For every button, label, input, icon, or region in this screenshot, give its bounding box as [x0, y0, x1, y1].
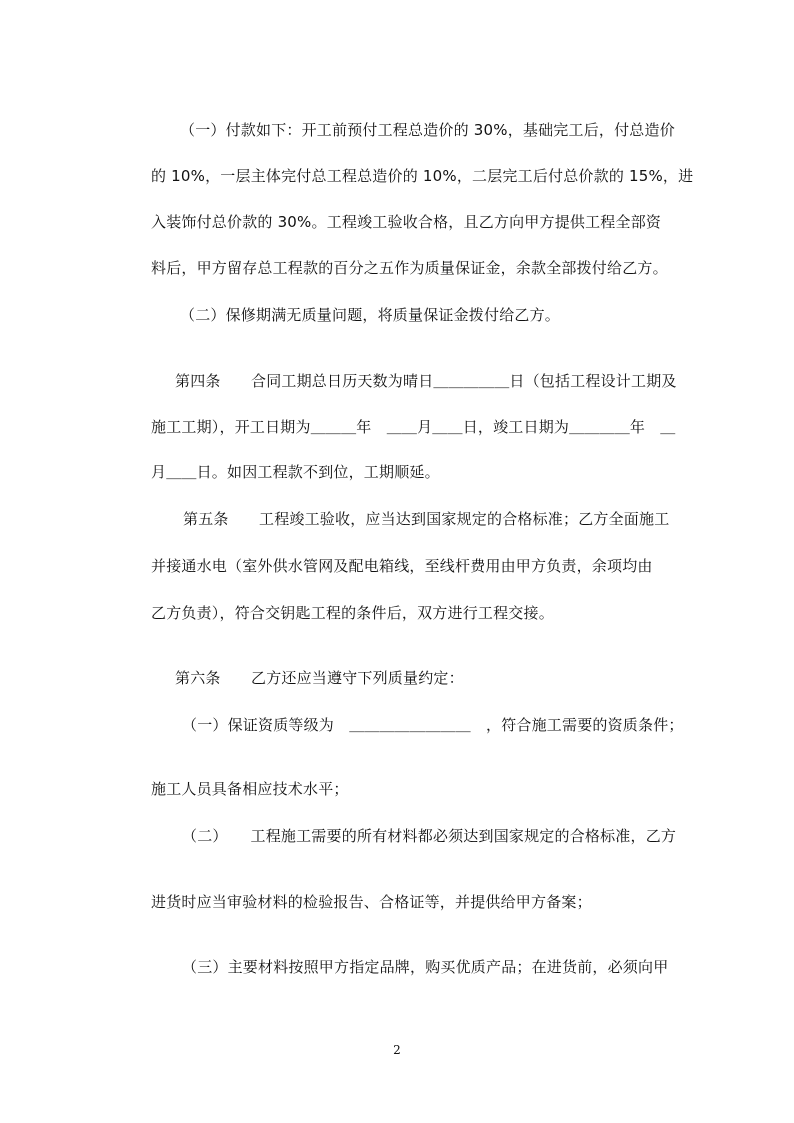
article-six-item-three: （三）主要材料按照甲方指定品牌，购买优质产品；在进货前，必须向甲 [182, 958, 669, 976]
article-five-line-2: 并接通水电（室外供水管网及配电箱线，至线杆费用由甲方负责，余项均由 [151, 557, 653, 575]
article-five-line-3: 乙方负责），符合交钥匙工程的条件后，双方进行工程交接。 [151, 604, 554, 622]
article-six-item-two-continued: 进货时应当审验材料的检验报告、合格证等，并提供给甲方备案； [151, 893, 592, 911]
article-six-item-one-continued: 施工人员具备相应技术水平； [151, 780, 349, 798]
article-four-line-3: 月＿＿日。如因工程款不到位，工期顺延。 [151, 463, 440, 481]
paragraph-line-payment-2: 的 10%，一层主体完付总工程总造价的 10%，二层完工后付总价款的 15%，进 [151, 167, 694, 185]
page-number: 2 [393, 1043, 401, 1057]
paragraph-line-payment-1: （一）付款如下：开工前预付工程总造价的 30%，基础完工后，付总造价 [180, 121, 675, 139]
article-five-line-1: 第五条 工程竣工验收，应当达到国家规定的合格标准；乙方全面施工 [183, 510, 670, 528]
paragraph-line-warranty: （二）保修期满无质量问题，将质量保证金拨付给乙方。 [180, 306, 561, 324]
paragraph-line-payment-3: 入装饰付总价款的 30%。工程竣工验收合格，且乙方向甲方提供工程全部资 [151, 213, 662, 231]
article-four-line-2: 施工工期），开工日期为＿＿＿年 ＿＿月＿＿日，竣工日期为＿＿＿＿年 ＿ [151, 418, 676, 436]
paragraph-line-payment-4: 料后，甲方留存总工程款的百分之五作为质量保证金，余款全部拨付给乙方。 [151, 259, 668, 277]
article-six-line-1: 第六条 乙方还应当遵守下列质量约定： [175, 669, 464, 687]
article-four-line-1: 第四条 合同工期总日历天数为晴日＿＿＿＿＿日（包括工程设计工期及 [175, 372, 677, 390]
article-six-item-two: （二） 工程施工需要的所有材料都必须达到国家规定的合格标准，乙方 [182, 827, 677, 845]
article-six-item-one: （一）保证资质等级为 ＿＿＿＿＿＿＿＿ ，符合施工需要的资质条件； [182, 716, 684, 734]
